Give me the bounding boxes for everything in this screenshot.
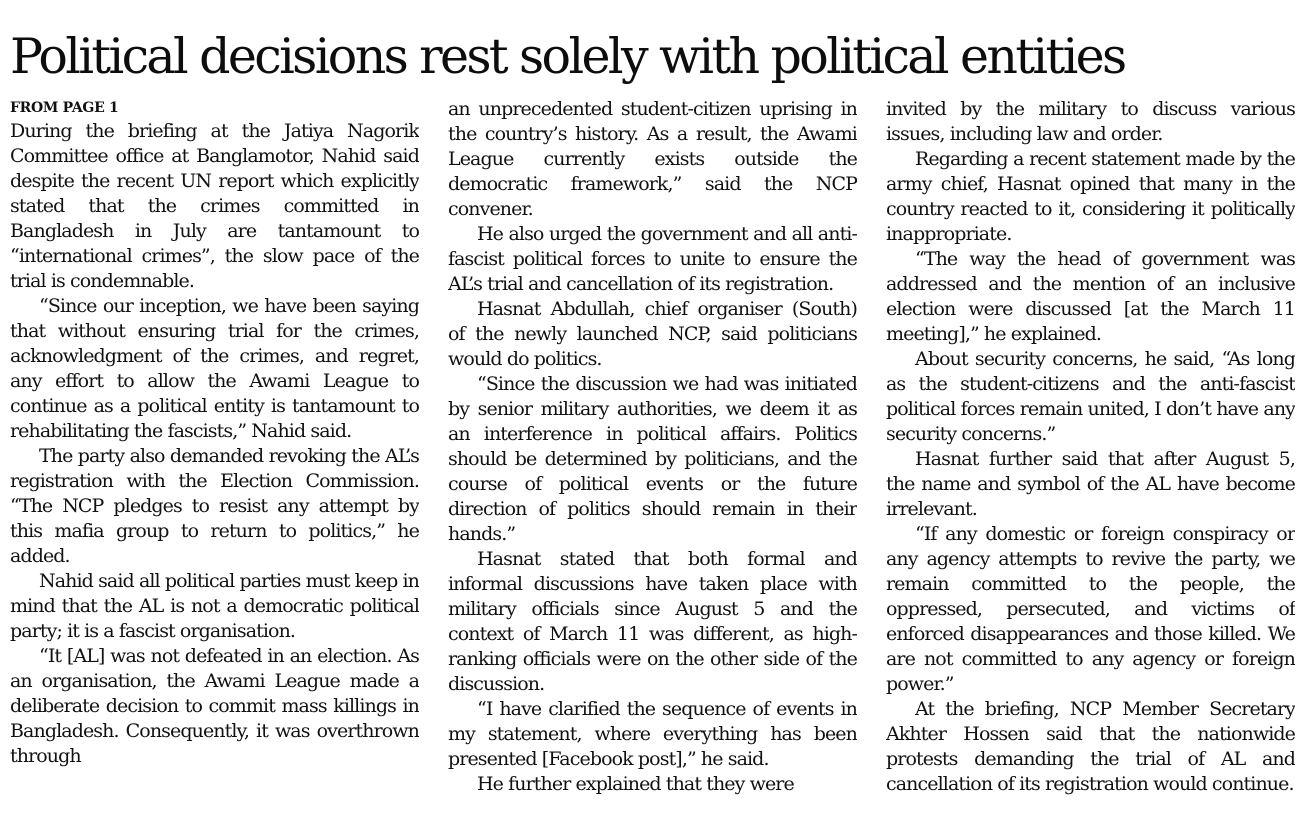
paragraph: Hasnat stated that both formal and informal discussions have taken place with military officials since August 5 and the context of March 11 was different, as high-ranking officials were on the other side of the discussion. bbox=[448, 548, 857, 695]
paragraph: “Since our inception, we have been saying that without ensuring trial for the crimes, acknowledgment of the crimes, and regret, any effort to allow the Awami League to continue as a political entity is tantamount to rehabilitating the fascists,” Nahid said. bbox=[10, 295, 419, 442]
paragraph: “The way the head of government was addressed and the mention of an inclusive election were discussed [at the March 11 meeting],” he explained. bbox=[886, 248, 1295, 345]
paragraph: Nahid said all political parties must keep in mind that the AL is not a democratic political party; it is a fascist organisation. bbox=[10, 570, 419, 642]
article-column-1 bbox=[10, 97, 419, 839]
paragraph: About security concerns, he said, “As long as the student-citizens and the anti-fascist political forces remain united, I don’t have any security concerns.” bbox=[886, 348, 1295, 445]
paragraph: During the briefing at the Jatiya Nagorik Committee office at Banglamotor, Nahid said despite the recent UN report which explicitly stated that the crimes committed in Bangladesh in July are tantamount to “international crimes”, the slow pace of the trial is condemnable. bbox=[10, 120, 419, 292]
paragraph: Hasnat Abdullah, chief organiser (South) of the newly launched NCP, said politicians would do politics. bbox=[448, 298, 857, 370]
paragraph: “It [AL] was not defeated in an election. As an organisation, the Awami League made a deliberate decision to commit mass killings in Bangladesh. Consequently, it was overthrown through bbox=[10, 645, 419, 767]
paragraph: Regarding a recent statement made by the army chief, Hasnat opined that many in the country reacted to it, considering it politically inappropriate. bbox=[886, 148, 1295, 245]
paragraph: “Since the discussion we had was initiated by senior military authorities, we deem it as an interference in political affairs. Politics should be determined by politicians, and the course of political events or the future direction of politics should remain in their hands.” bbox=[448, 373, 857, 545]
paragraph: The party also demanded revoking the AL’s registration with the Election Commission. “The NCP pledges to resist any attempt by this mafia group to return to politics,” he added. bbox=[10, 445, 419, 567]
paragraph: At the briefing, NCP Member Secretary Akhter Hossen said that the nationwide protests demanding the trial of AL and cancellation of its registration would continue. bbox=[886, 698, 1295, 795]
article-column-3 bbox=[886, 97, 1295, 839]
article-headline: Political decisions rest solely with political entities bbox=[10, 28, 1125, 85]
paragraph: He further explained that they were bbox=[477, 773, 794, 795]
paragraph: Hasnat further said that after August 5, the name and symbol of the AL have become irrelevant. bbox=[886, 448, 1295, 520]
paragraph-continued: invited by the military to discuss various issues, including law and order. bbox=[886, 98, 1295, 145]
paragraph: “I have clarified the sequence of events in my statement, where everything has been presented [Facebook post],” he said. bbox=[448, 698, 857, 770]
paragraph: “If any domestic or foreign conspiracy or any agency attempts to revive the party, we remain committed to the people, the oppressed, persecuted, and victims of enforced disappearances and those killed. We are not committed to any agency or foreign power.” bbox=[886, 523, 1295, 695]
paragraph-continued: an unprecedented student-citizen uprising in the country’s history. As a result, the Awami League currently exists outside the democratic framework,” said the NCP convener. bbox=[448, 98, 857, 220]
continuation-kicker: FROM PAGE 1 bbox=[10, 100, 119, 116]
article-column-2 bbox=[448, 97, 857, 839]
paragraph: He also urged the government and all anti-fascist political forces to unite to ensure the AL’s trial and cancellation of its registration. bbox=[448, 223, 857, 295]
